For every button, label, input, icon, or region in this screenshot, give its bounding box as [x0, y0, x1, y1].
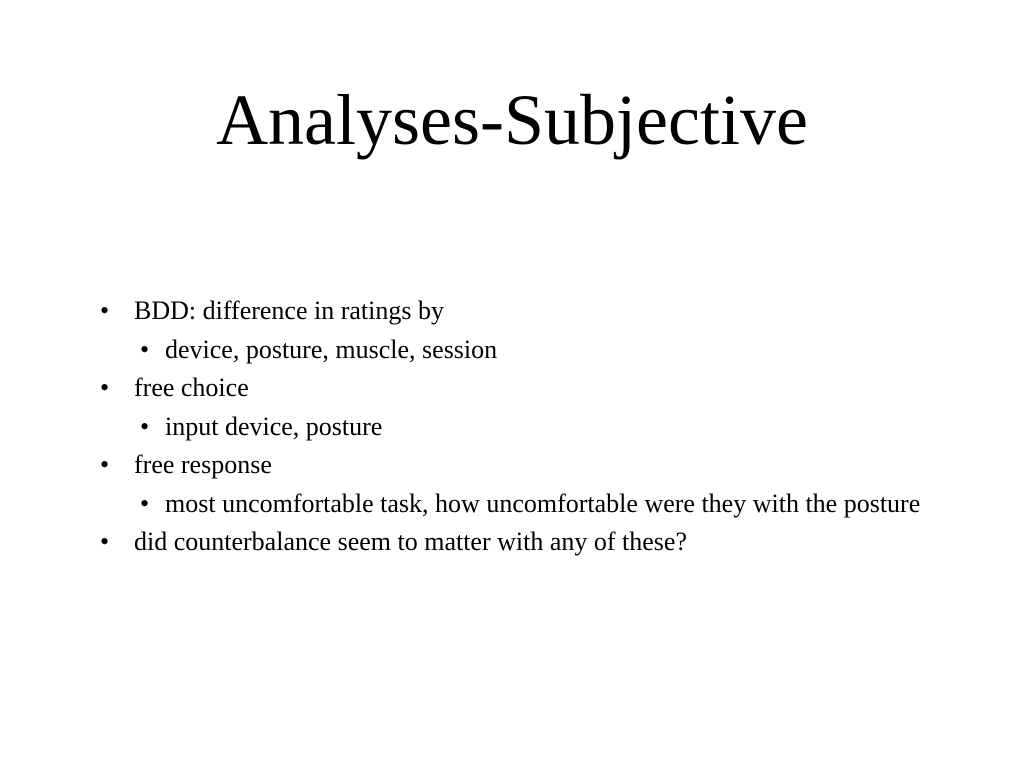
bullet-text: device, posture, muscle, session	[165, 334, 498, 364]
bullet-glyph: •	[100, 373, 110, 402]
bullet-item	[100, 523, 940, 562]
bullet-text: most uncomfortable task, how uncomfortable were they with the posture	[165, 488, 921, 518]
bullet-text: free response	[134, 450, 272, 479]
bullet-glyph: •	[100, 450, 110, 479]
bullet-item	[100, 369, 940, 408]
sub-bullet-item	[100, 331, 940, 370]
bullet-item	[100, 292, 940, 331]
bullet-text: input device, posture	[165, 411, 383, 441]
bullet-list	[100, 292, 940, 562]
bullet-text: BDD: difference in ratings by	[134, 296, 444, 325]
slide-title: Analyses-Subjective	[216, 80, 808, 160]
sub-bullet-item	[100, 485, 940, 524]
sub-bullet-item	[100, 408, 940, 447]
bullet-text: free choice	[134, 373, 249, 402]
bullet-glyph: •	[100, 527, 110, 556]
bullet-glyph: •	[140, 488, 150, 518]
bullet-text: did counterbalance seem to matter with any of these?	[134, 527, 688, 556]
bullet-item	[100, 446, 940, 485]
bullet-glyph: •	[140, 411, 150, 441]
bullet-glyph: •	[140, 334, 150, 364]
bullet-glyph: •	[100, 296, 110, 325]
